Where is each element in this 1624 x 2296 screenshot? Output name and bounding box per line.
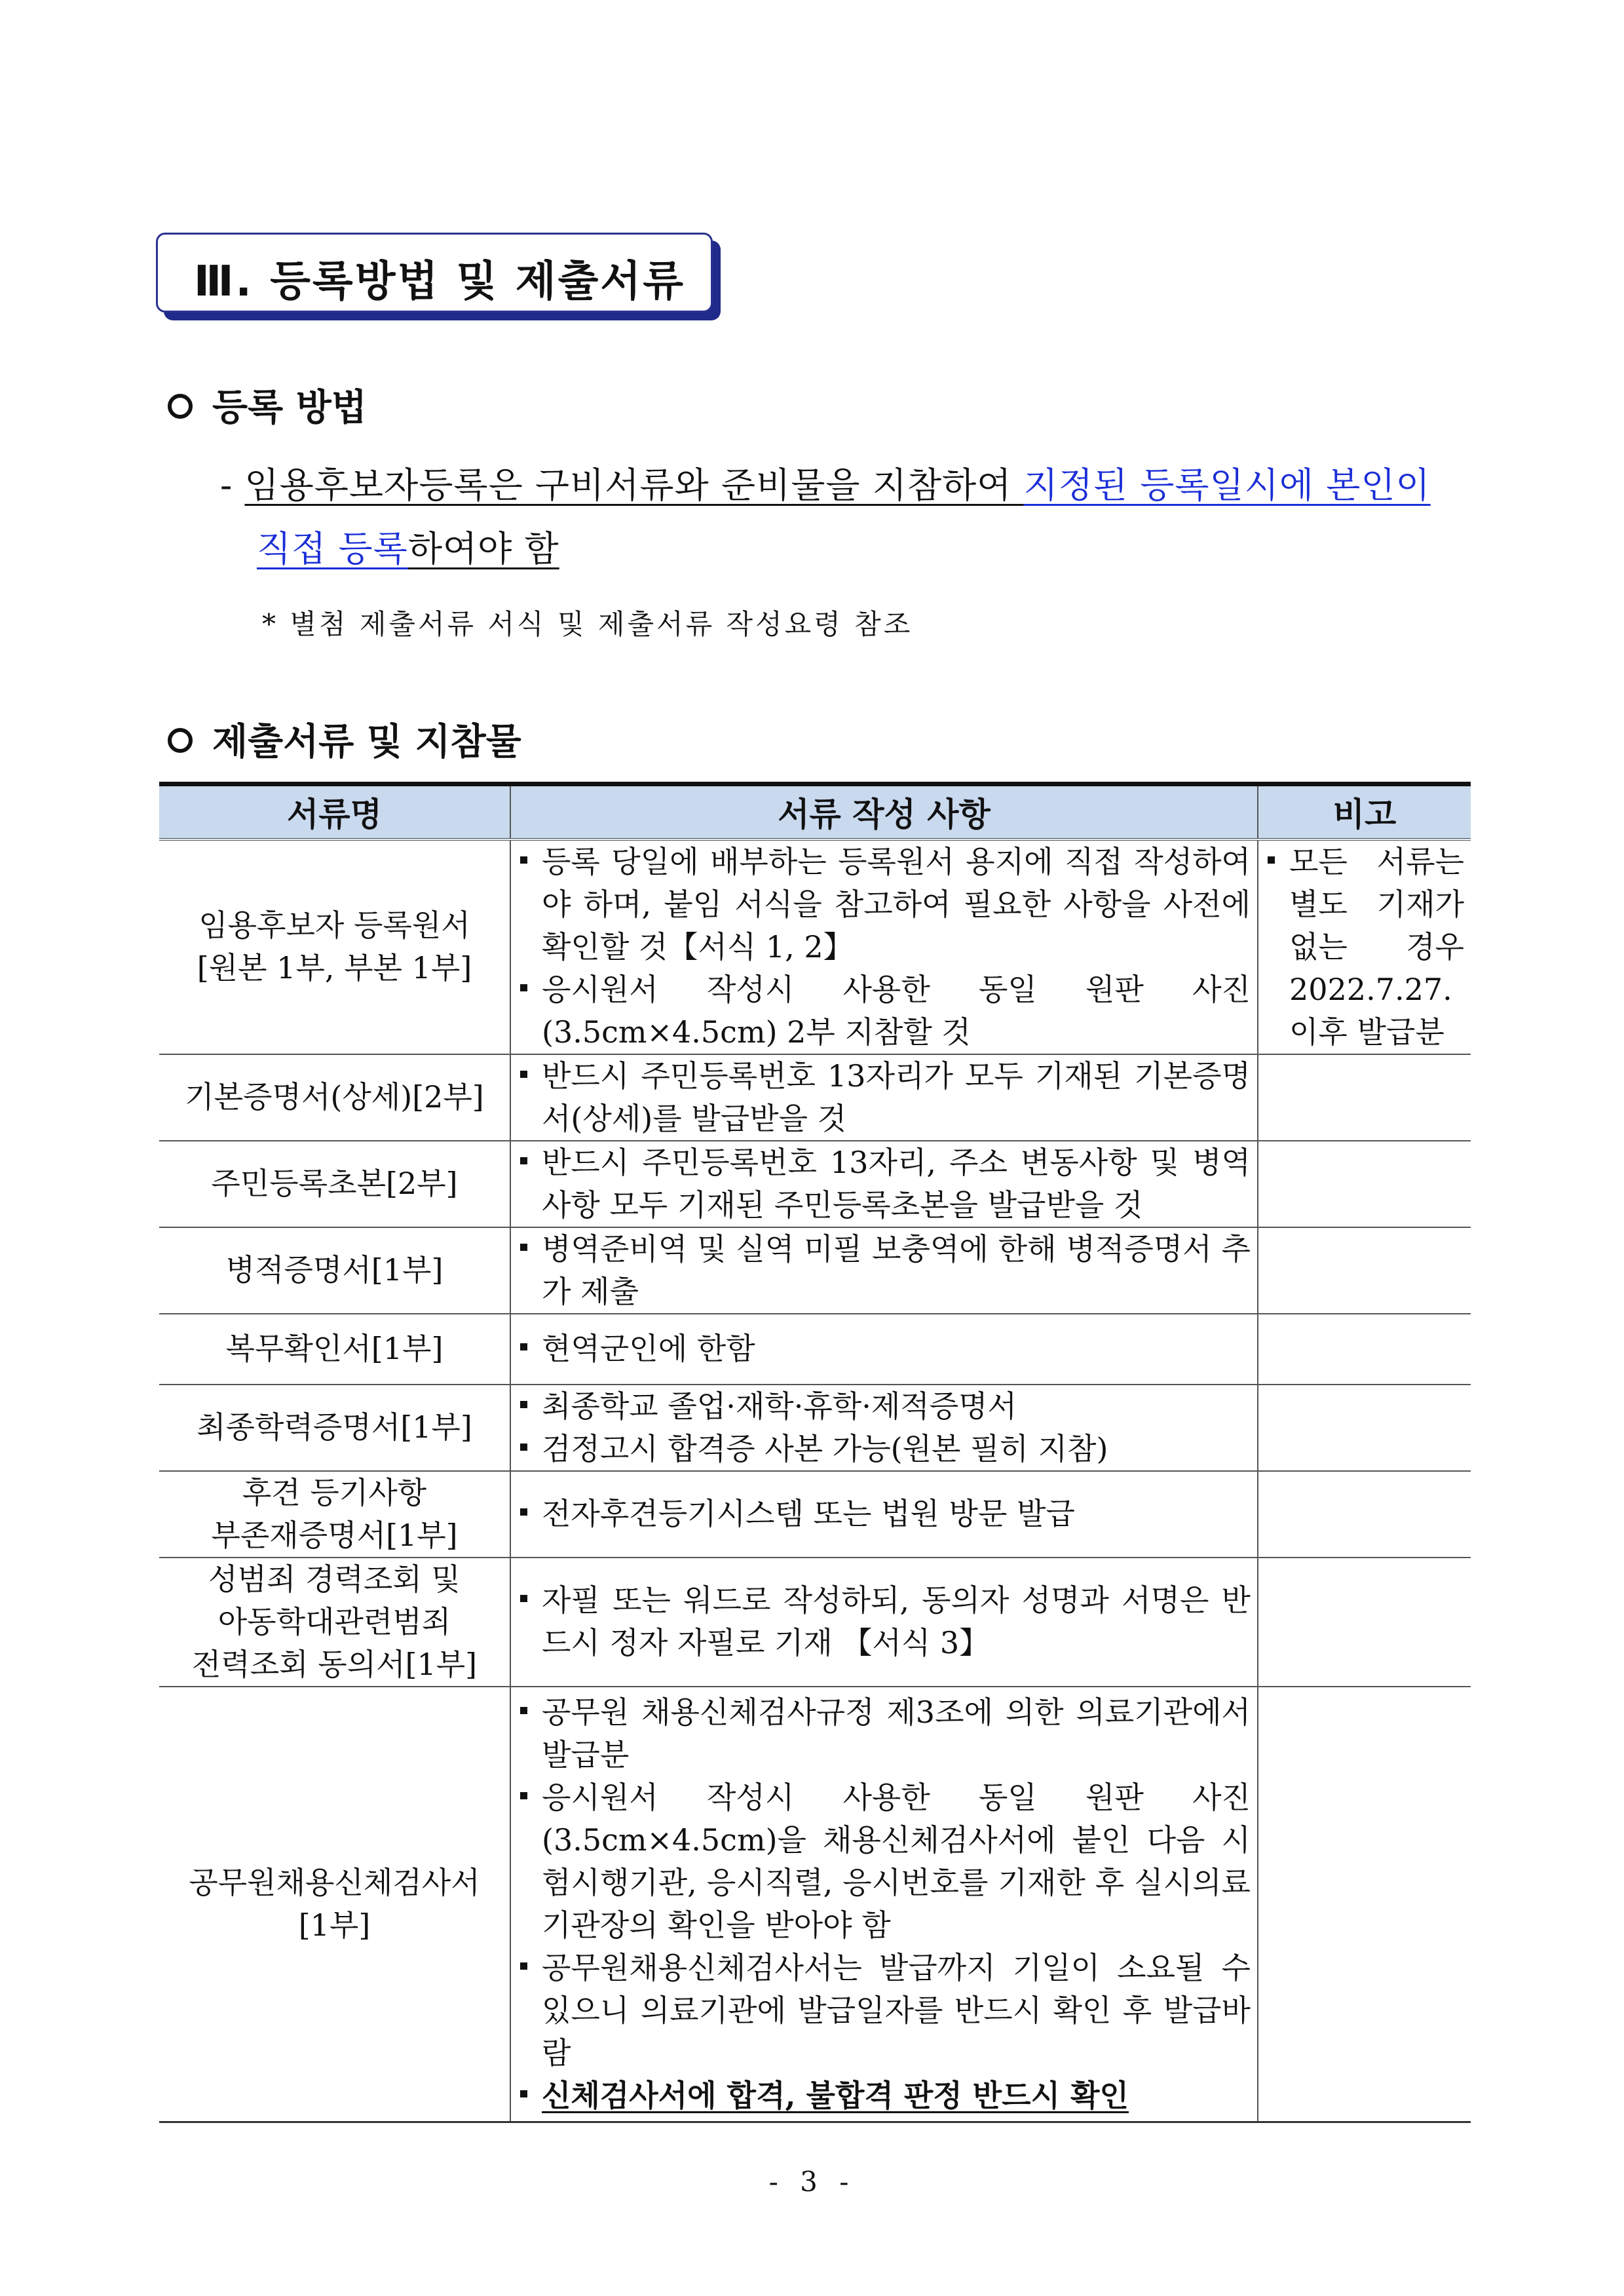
- list-item: 병역준비역 및 실역 미필 보충역에 한해 병적증명서 추가 제출: [518, 1228, 1251, 1313]
- square-bullet-icon: [520, 1071, 527, 1078]
- doc-note: [1258, 1314, 1471, 1385]
- doc-name: 주민등록초본[2부]: [159, 1141, 510, 1227]
- table-row: [159, 1141, 1471, 1227]
- doc-note: [1258, 1558, 1471, 1687]
- doc-details: [510, 1385, 1258, 1471]
- table-row: [159, 1471, 1471, 1558]
- square-bullet-icon: [520, 1962, 527, 1970]
- hollow-circle-icon: [168, 394, 193, 419]
- doc-details: [510, 1141, 1258, 1227]
- list-item: 신체검사서에 합격, 불합격 판정 반드시 확인: [518, 2075, 1251, 2117]
- reg-method-note: * 별첨 제출서류 서식 및 제출서류 작성요령 참조: [262, 608, 913, 640]
- col-header-note: 비고: [1258, 784, 1471, 839]
- list-item: 검정고시 합격증 사본 가능(원본 필히 지참): [518, 1428, 1251, 1470]
- dash-marker: -: [220, 465, 245, 506]
- list-item: 자필 또는 워드로 작성하되, 동의자 성명과 서명은 반드시 정자 자필로 기재 【서식 3】: [518, 1579, 1251, 1664]
- list-item: 최종학교 졸업·재학·휴학·제적증명서: [518, 1385, 1251, 1428]
- table-row: [159, 1558, 1471, 1687]
- hollow-circle-icon: [168, 728, 193, 753]
- doc-details: [510, 1687, 1258, 2122]
- table-header-row: [159, 784, 1471, 839]
- square-bullet-icon: [520, 1707, 527, 1714]
- section-title-box: [156, 233, 713, 313]
- square-bullet-icon: [520, 1792, 527, 1799]
- table-row: [159, 1385, 1471, 1471]
- doc-details: [510, 1054, 1258, 1141]
- reg-method-highlight: 지정된 등록일시에 본인이: [1023, 465, 1431, 506]
- list-item: 모든 서류는 별도 기재가 없는 경우 2022.7.27. 이후 발급분: [1265, 841, 1464, 1054]
- reg-method-text-2: 하여야 함: [407, 528, 559, 569]
- doc-details: [510, 1227, 1258, 1314]
- doc-note: [1258, 1141, 1471, 1227]
- doc-note: [1258, 1054, 1471, 1141]
- reg-method-line-1: [220, 457, 1431, 508]
- doc-note: [1258, 1385, 1471, 1471]
- doc-details: [510, 1471, 1258, 1558]
- doc-details: [510, 1314, 1258, 1385]
- list-item: 전자후견등기시스템 또는 법원 방문 발급: [518, 1493, 1251, 1535]
- square-bullet-icon: [520, 984, 527, 991]
- doc-note: [1258, 839, 1471, 1054]
- documents-table: [159, 782, 1471, 2123]
- reg-method-highlight-2: 직접 등록: [257, 528, 408, 569]
- list-item: 응시원서 작성시 사용한 동일 원판 사진(3.5cm×4.5cm)을 채용신체검사서에 붙인 다음 시험시행기관, 응시직렬, 응시번호를 기재한 후 실시의료기관장의 확인을 받아야 함: [518, 1776, 1251, 1947]
- list-item: 공무원 채용신체검사규정 제3조에 의한 의료기관에서 발급분: [518, 1691, 1251, 1776]
- table-row: [159, 1054, 1471, 1141]
- doc-name: 임용후보자 등록원서 [원본 1부, 부본 1부]: [159, 839, 510, 1054]
- doc-name: 후견 등기사항 부존재증명서[1부]: [159, 1471, 510, 1558]
- list-item: 반드시 주민등록번호 13자리, 주소 변동사항 및 병역사항 모두 기재된 주민등록초본을 발급받을 것: [518, 1141, 1251, 1227]
- square-bullet-icon: [1268, 856, 1275, 864]
- square-bullet-icon: [520, 1343, 527, 1350]
- docs-heading-text: 제출서류 및 지참물: [212, 721, 521, 763]
- doc-details: [510, 839, 1258, 1054]
- list-item: 반드시 주민등록번호 13자리가 모두 기재된 기본증명서(상세)를 발급받을 것: [518, 1055, 1251, 1140]
- section-title: Ⅲ. 등록방법 및 제출서류: [194, 258, 686, 306]
- reg-method-heading-text: 등록 방법: [212, 387, 367, 429]
- square-bullet-icon: [520, 2090, 527, 2097]
- doc-name: 병적증명서[1부]: [159, 1227, 510, 1314]
- square-bullet-icon: [520, 856, 527, 864]
- table-row: [159, 1227, 1471, 1314]
- doc-note: [1258, 1471, 1471, 1558]
- doc-name: 기본증명서(상세)[2부]: [159, 1054, 510, 1141]
- list-item: 응시원서 작성시 사용한 동일 원판 사진(3.5cm×4.5cm) 2부 지참할 것: [518, 968, 1251, 1054]
- doc-note: [1258, 1687, 1471, 2122]
- table-row: [159, 839, 1471, 1054]
- reg-method-line-2: [257, 521, 559, 571]
- table-row: [159, 1687, 1471, 2122]
- list-item: 현역군인에 한함: [518, 1328, 1251, 1370]
- doc-name: 복무확인서[1부]: [159, 1314, 510, 1385]
- list-item: 공무원채용신체검사서는 발급까지 기일이 소요될 수 있으니 의료기관에 발급일자를 반드시 확인 후 발급바람: [518, 1947, 1251, 2075]
- list-item: 등록 당일에 배부하는 등록원서 용지에 직접 작성하여야 하며, 붙임 서식을 참고하여 필요한 사항을 사전에 확인할 것【서식 1, 2】: [518, 841, 1251, 968]
- table-row: [159, 1314, 1471, 1385]
- square-bullet-icon: [520, 1157, 527, 1164]
- square-bullet-icon: [520, 1444, 527, 1451]
- doc-name: 공무원채용신체검사서 [1부]: [159, 1687, 510, 2122]
- doc-name: 최종학력증명서[1부]: [159, 1385, 510, 1471]
- col-header-details: 서류 작성 사항: [510, 784, 1258, 839]
- page-number: - 3 -: [768, 2166, 856, 2198]
- square-bullet-icon: [520, 1595, 527, 1602]
- square-bullet-icon: [520, 1401, 527, 1408]
- docs-heading: [168, 713, 521, 765]
- reg-method-text: 임용후보자등록은 구비서류와 준비물을 지참하여: [244, 465, 1024, 506]
- reg-method-heading: [168, 379, 367, 431]
- doc-name: 성범죄 경력조회 및 아동학대관련범죄 전력조회 동의서[1부]: [159, 1558, 510, 1687]
- doc-note: [1258, 1227, 1471, 1314]
- square-bullet-icon: [520, 1244, 527, 1251]
- square-bullet-icon: [520, 1508, 527, 1516]
- doc-details: [510, 1558, 1258, 1687]
- col-header-name: 서류명: [159, 784, 510, 839]
